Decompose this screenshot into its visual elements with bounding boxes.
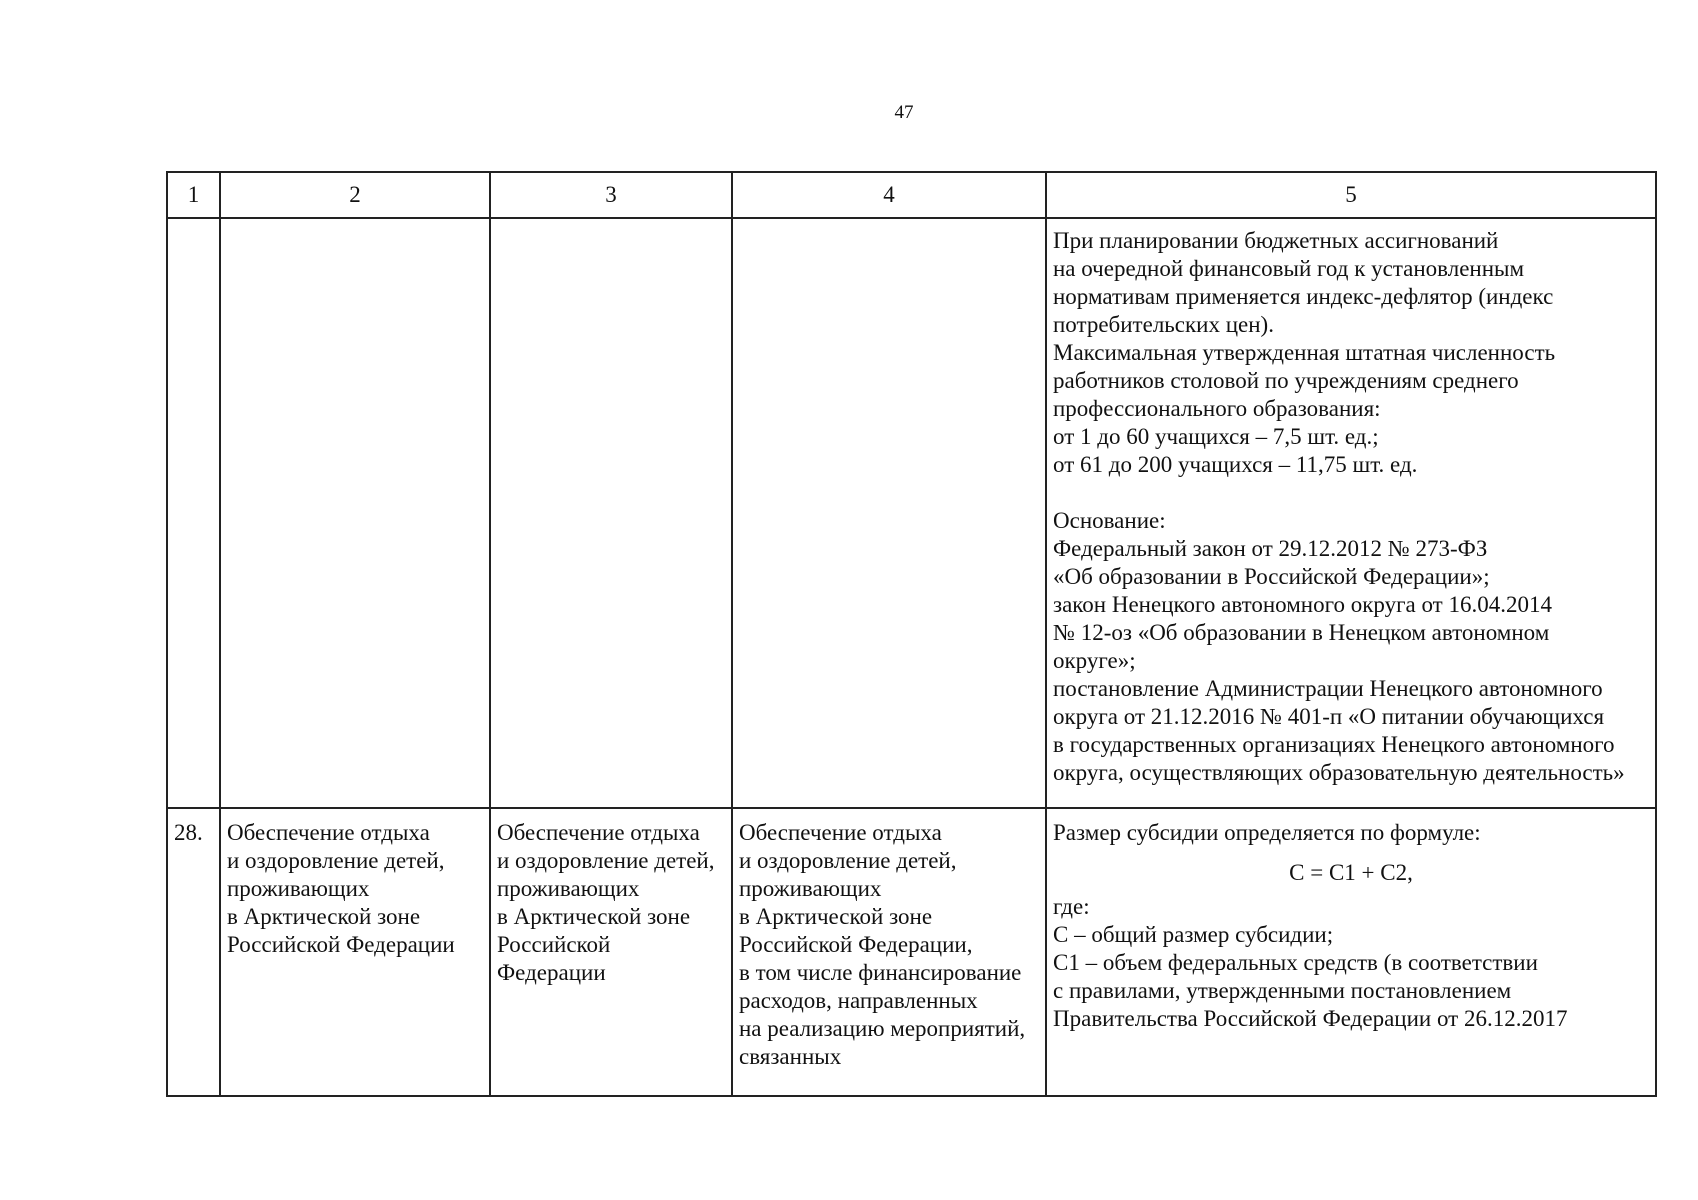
row28-col-4 bbox=[732, 808, 1046, 1096]
row28-col3-line: Федерации bbox=[497, 960, 606, 985]
formula: С = С1 + С2, bbox=[1289, 860, 1413, 885]
row28-col5-line: С1 – объем федеральных средств (в соответствии bbox=[1053, 950, 1538, 975]
cont-col-4 bbox=[732, 218, 1046, 808]
cont-col-2 bbox=[220, 218, 490, 808]
header-col-2: 2 bbox=[220, 172, 490, 218]
row28-col4-line: и оздоровление детей, bbox=[739, 848, 957, 873]
header-col-3: 3 bbox=[490, 172, 732, 218]
row-number: 28. bbox=[167, 808, 220, 1096]
cont-text-line: «Об образовании в Российской Федерации»; bbox=[1053, 564, 1490, 589]
cont-col-1 bbox=[167, 218, 220, 808]
row28-col-3 bbox=[490, 808, 732, 1096]
row28-col2-line: и оздоровление детей, bbox=[227, 848, 445, 873]
row28-col4-line: в том числе финансирование bbox=[739, 960, 1022, 985]
row28-col3-line: Российской bbox=[497, 932, 611, 957]
row28-col-2 bbox=[220, 808, 490, 1096]
row28-col5-line: Правительства Российской Федерации от 26.12.2017 bbox=[1053, 1006, 1568, 1031]
row28-col3-line: Обеспечение отдыха bbox=[497, 820, 700, 845]
row28-col4-line: в Арктической зоне bbox=[739, 904, 933, 929]
cont-col-5 bbox=[1046, 218, 1656, 808]
cont-text-line: Максимальная утвержденная штатная численность bbox=[1053, 340, 1556, 365]
cont-col-3 bbox=[490, 218, 732, 808]
row28-col5-line: с правилами, утвержденными постановлением bbox=[1053, 978, 1512, 1003]
cont-text-line: работников столовой по учреждениям среднего bbox=[1053, 368, 1519, 393]
cont-text-line: профессионального образования: bbox=[1053, 396, 1381, 421]
table-row-28 bbox=[167, 808, 1656, 1096]
row28-col5-line: С – общий размер субсидии; bbox=[1053, 922, 1334, 947]
cont-text-line: округа, осуществляющих образовательную деятельность» bbox=[1053, 760, 1625, 785]
cont-text-line: потребительских цен). bbox=[1053, 312, 1274, 337]
row28-col3-line: проживающих bbox=[497, 876, 640, 901]
cont-text-line: от 1 до 60 учащихся – 7,5 шт. ед.; bbox=[1053, 424, 1379, 449]
cont-text-line: Основание: bbox=[1053, 508, 1166, 533]
row28-col2-line: Российской Федерации bbox=[227, 932, 455, 957]
header-col-4: 4 bbox=[732, 172, 1046, 218]
table-row-continuation bbox=[167, 218, 1656, 808]
cont-text-line: от 61 до 200 учащихся – 11,75 шт. ед. bbox=[1053, 452, 1418, 477]
row28-col5-line: где: bbox=[1053, 894, 1090, 919]
row28-col4-line: проживающих bbox=[739, 876, 882, 901]
cont-text-line: округе»; bbox=[1053, 648, 1136, 673]
row28-col2-line: проживающих bbox=[227, 876, 370, 901]
row28-col3-line: в Арктической зоне bbox=[497, 904, 691, 929]
cont-text-line: закон Ненецкого автономного округа от 16.04.2014 bbox=[1053, 592, 1552, 617]
header-col-1: 1 bbox=[167, 172, 220, 218]
cont-text-line: При планировании бюджетных ассигнований bbox=[1053, 228, 1499, 253]
row28-col4-line: расходов, направленных bbox=[739, 988, 978, 1013]
cont-text-line: на очередной финансовый год к установленным bbox=[1053, 256, 1525, 281]
row28-col4-line: на реализацию мероприятий, bbox=[739, 1016, 1026, 1041]
row28-col2-line: в Арктической зоне bbox=[227, 904, 421, 929]
row28-col4-line: Обеспечение отдыха bbox=[739, 820, 942, 845]
paragraph-spacer bbox=[1053, 479, 1649, 507]
row28-col3-line: и оздоровление детей, bbox=[497, 848, 715, 873]
row28-col-5 bbox=[1046, 808, 1656, 1096]
table-header-row bbox=[167, 172, 1656, 218]
cont-text-line: постановление Администрации Ненецкого автономного bbox=[1053, 676, 1603, 701]
cont-text-line: № 12-оз «Об образовании в Ненецком автономном bbox=[1053, 620, 1550, 645]
cont-text-line: Федеральный закон от 29.12.2012 № 273-ФЗ bbox=[1053, 536, 1488, 561]
page-number: 47 bbox=[894, 102, 914, 123]
cont-text-line: нормативам применяется индекс-дефлятор (индекс bbox=[1053, 284, 1554, 309]
cont-text-line: в государственных организациях Ненецкого автономного bbox=[1053, 732, 1615, 757]
row28-col4-line: Российской Федерации, bbox=[739, 932, 973, 957]
cont-text-line: округа от 21.12.2016 № 401-п «О питании обучающихся bbox=[1053, 704, 1605, 729]
header-col-5: 5 bbox=[1046, 172, 1656, 218]
subsidy-table bbox=[166, 171, 1657, 1097]
row28-col2-line: Обеспечение отдыха bbox=[227, 820, 430, 845]
formula-intro: Размер субсидии определяется по формуле: bbox=[1053, 820, 1481, 845]
row28-col4-line: связанных bbox=[739, 1044, 842, 1069]
